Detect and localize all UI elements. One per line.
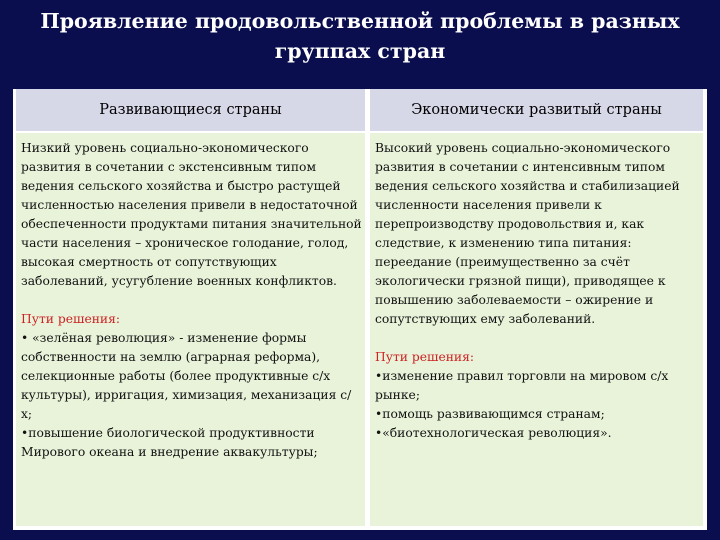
comparison-table bbox=[13, 89, 707, 530]
cell-developed-countries bbox=[370, 133, 703, 526]
header-developing-countries: Развивающиеся страны bbox=[16, 89, 365, 131]
developed-description: Высокий уровень социально-экономического развития в сочетании с интенсивным типом ведения сельского хозяйства и стабилизацией численности населения привели к перепроизводству продовольствия и, как следствие, к изменению типа питания: переедание (преимущественно за счёт экологически грязной пищи), приводящее к повышению заболеваемости – ожирение и сопутствующих ему заболеваний. bbox=[375, 141, 680, 326]
developing-description: Низкий уровень социально-экономического развития в сочетании с экстенсивным типом ведения сельского хозяйства и быстро растущей численностью населения привели в недостаточной обеспеченности продуктами питания значительной части населения – хроническое голодание, голод, высокая смертность от сопутствующих заболеваний, усугубление военных конфликтов. bbox=[21, 141, 362, 288]
header-developed-countries: Экономически развитый страны bbox=[370, 89, 703, 131]
cell-developing-countries bbox=[16, 133, 365, 526]
slide-title bbox=[0, 6, 720, 66]
slide-title-line2: группах стран bbox=[274, 39, 446, 63]
developed-solution-2: •помощь развивающимся странам; bbox=[375, 407, 605, 421]
developed-solutions-title: Пути решения: bbox=[375, 350, 475, 364]
developing-solution-1: • «зелёная революция» - изменение формы собственности на землю (аграрная реформа), селекционные работы (более продуктивные с/х культуры), ирригация, химизация, механизация с/х; bbox=[21, 331, 352, 421]
developing-solutions-title: Пути решения: bbox=[21, 312, 121, 326]
developing-solution-2: •повышение биологической продуктивности Мирового океана и внедрение аквакультуры; bbox=[21, 426, 318, 459]
developed-solution-3: •«биотехнологическая революция». bbox=[375, 426, 612, 440]
slide-title-line1: Проявление продовольственной проблемы в разных bbox=[40, 9, 680, 33]
developed-solution-1: •изменение правил торговли на мировом с/х рынке; bbox=[375, 369, 669, 402]
